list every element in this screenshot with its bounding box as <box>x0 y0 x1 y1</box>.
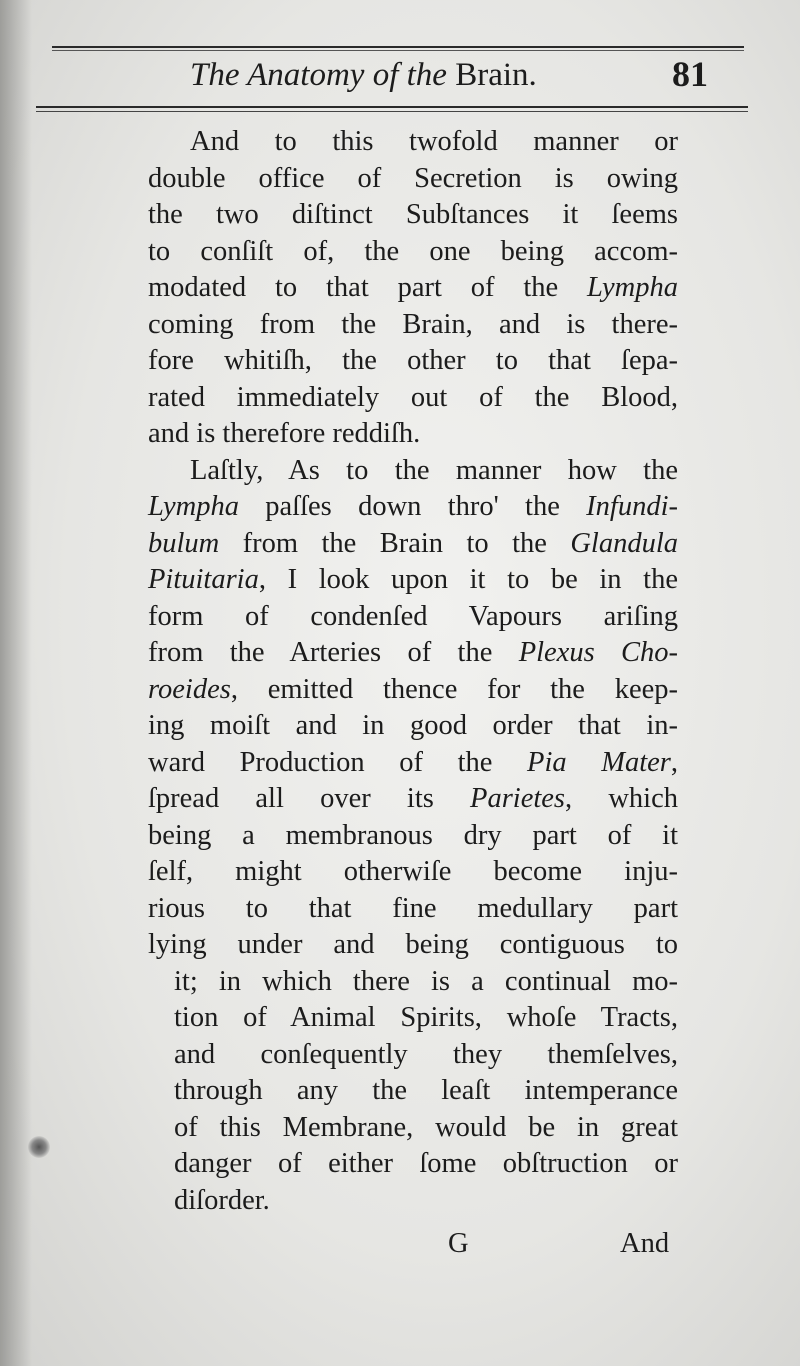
text-line <box>148 234 678 271</box>
running-head <box>190 54 590 96</box>
text-line <box>148 197 678 234</box>
text-line <box>148 1110 678 1147</box>
text-run: and is therefore reddiſh. <box>148 418 421 449</box>
text-line <box>148 343 678 380</box>
italic-term: Infundi- <box>586 491 678 522</box>
text-run: and conſequently they themſelves, <box>174 1038 678 1070</box>
text-line <box>148 672 678 709</box>
text-run: danger of either ſome obſtruction or <box>174 1148 678 1179</box>
text-run: double office of Secretion is owing <box>148 162 678 194</box>
text-line <box>148 453 678 490</box>
text-run: , <box>670 746 679 778</box>
text-run: Laſtly, As to the manner how the <box>190 454 678 486</box>
text-line <box>148 270 678 307</box>
text-line <box>148 1000 678 1037</box>
text-line <box>148 124 678 161</box>
italic-term: Plexus Cho- <box>518 637 678 668</box>
text-line <box>148 745 678 782</box>
text-line <box>148 489 678 526</box>
text-line <box>148 708 678 745</box>
text-line <box>148 526 678 563</box>
text-run: lying under and being contiguous to <box>148 929 678 960</box>
text-run: , which <box>565 783 678 814</box>
text-line <box>148 964 678 1001</box>
paragraph <box>148 453 678 1220</box>
italic-term: Lympha <box>587 272 678 303</box>
italic-term: Parietes <box>470 783 566 814</box>
text-line <box>148 599 678 636</box>
text-run: ſpread all over its <box>148 783 471 814</box>
gutter-shadow <box>0 0 32 1366</box>
text-run: ſelf, might otherwiſe become inju- <box>148 856 678 887</box>
running-head-italic: The Anatomy of the <box>190 57 447 93</box>
italic-term: Pituitaria <box>148 564 259 595</box>
text-line <box>148 161 678 198</box>
text-line <box>148 927 678 964</box>
catchword: And <box>620 1228 670 1259</box>
text-line <box>148 635 678 672</box>
text-run: And to this twofold manner or <box>190 126 678 157</box>
running-head-roman: Brain. <box>455 57 537 93</box>
text-run: to conſiſt of, the one being accom- <box>148 235 678 267</box>
header-rule-bottom-thin <box>36 111 748 112</box>
text-run: coming from the Brain, and is there- <box>148 308 678 340</box>
text-line <box>148 1146 678 1183</box>
text-line <box>148 781 678 818</box>
text-run: ward Production of the <box>148 746 528 778</box>
italic-term: bulum <box>148 527 220 559</box>
text-run: tion of Animal Spirits, whoſe Tracts, <box>174 1002 678 1033</box>
italic-term: Glandula <box>570 527 678 559</box>
text-run: modated to that part of the <box>148 272 588 303</box>
text-run: form of condenſed Vapours ariſing <box>148 600 678 632</box>
text-line <box>148 1183 678 1220</box>
text-run: the two diſtinct Subſtances it ſeems <box>148 199 678 230</box>
text-line <box>148 818 678 855</box>
text-run: diſorder. <box>174 1184 270 1216</box>
text-run: from the Brain to the <box>219 527 571 559</box>
text-run: it; in which there is a continual mo- <box>174 965 678 997</box>
text-run: being a membranous dry part of it <box>148 819 678 851</box>
text-line <box>148 1073 678 1110</box>
text-run: , I look upon it to be in the <box>258 564 678 595</box>
text-line <box>148 562 678 599</box>
signature-mark: G <box>448 1228 469 1259</box>
italic-term: roeides <box>148 673 231 705</box>
text-run: rious to that fine medullary part <box>148 892 678 924</box>
text-line <box>148 891 678 928</box>
text-run: ing moiſt and in good order that in- <box>148 710 678 741</box>
page-number: 81 <box>672 54 708 94</box>
text-run: fore whitiſh, the other to that ſepa- <box>148 345 678 376</box>
text-line <box>148 854 678 891</box>
header-rule-bottom <box>36 106 748 108</box>
italic-term: Pia Mater <box>527 746 671 778</box>
text-run: rated immediately out of the Blood, <box>148 381 678 413</box>
text-run: , emitted thence for the keep- <box>230 673 678 705</box>
italic-term: Lympha <box>148 491 239 522</box>
text-line <box>148 416 678 453</box>
header-rule-top-thin <box>52 50 744 51</box>
text-line <box>148 380 678 417</box>
ink-spot-mark <box>28 1136 50 1158</box>
text-run: of this Membrane, would be in great <box>174 1111 678 1143</box>
text-run: from the Arteries of the <box>148 637 519 668</box>
header-rule-top <box>52 46 744 48</box>
paragraph <box>148 124 678 453</box>
text-run: through any the leaſt intemperance <box>174 1075 678 1106</box>
text-line <box>148 307 678 344</box>
body-text <box>148 124 678 1219</box>
text-run: paſſes down thro' the <box>238 491 587 522</box>
text-line <box>148 1037 678 1074</box>
